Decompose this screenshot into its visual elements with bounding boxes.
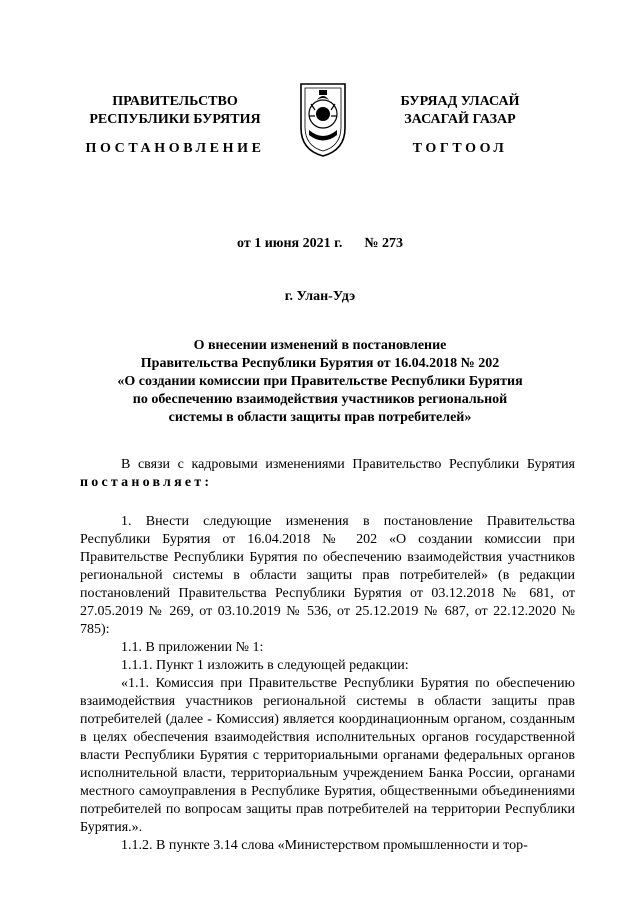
decree-date: от 1 июня 2021 г.	[237, 236, 343, 251]
decree-city: г. Улан-Удэ	[284, 289, 356, 304]
government-name-russian	[70, 93, 280, 129]
coat-of-arms-icon	[297, 80, 349, 158]
title-line: Правительства Республики Бурятия от 16.04.2018 № 202	[140, 356, 500, 371]
title-line: системы в области защиты прав потребителей»	[168, 410, 472, 425]
header-right-line2: ЗАСАГАЙ ГАЗАР	[404, 112, 516, 127]
decree-number: № 273	[364, 236, 403, 251]
intro-emphasis: постановляет:	[80, 475, 213, 490]
paragraph-1-1-1: 1.1.1. Пункт 1 изложить в следующей редакции:	[121, 658, 409, 673]
doc-type-buryat: ТОГТООЛ	[412, 141, 508, 156]
paragraph-1-1: 1.1. В приложении № 1:	[121, 640, 264, 655]
title-line: О внесении изменений в постановление	[193, 338, 447, 353]
paragraph-quote: «1.1. Комиссия при Правительстве Республики Бурятия по обеспечению взаимодействия участников региональной системы в области защиты прав потребителей (далее - Комиссия) является координационным органом, созданным в целях обеспечения взаимодействия исполнительных органов государственной власти Республики Бурятия с территориальными органами федеральных органов исполнительной власти, территориальным учреждением Банка России, органами местного самоуправления в Республике Бурятия, общественными объединениями потребителей по вопросам защиты прав потребителей на территории Республики Бурятия.».	[80, 676, 575, 835]
decree-title	[80, 337, 560, 427]
decree-date-line	[0, 236, 640, 252]
decree-body	[80, 456, 575, 855]
header-left-line2: РЕСПУБЛИКИ БУРЯТИЯ	[89, 112, 261, 127]
title-line: по обеспечению взаимодействия участников региональной	[132, 392, 508, 407]
title-line: «О создании комиссии при Правительстве Республики Бурятия	[117, 374, 523, 389]
header-right-line1: БУРЯАД УЛАСАЙ	[400, 94, 520, 109]
paragraph-1: 1. Внести следующие изменения в постановление Правительства Республики Бурятия от 16.04.2018 № 202 «О создании комиссии при Правительстве Республики Бурятия по обеспечению взаимодействия участников региональной системы в области защиты прав потребителей» (в редакции постановлений Правительства Республики Бурятия от 03.12.2018 № 681, от 27.05.2019 № 269, от 03.10.2019 № 536, от 25.12.2019 № 687, от 22.12.2020 № 785):	[80, 514, 575, 637]
paragraph-1-1-2: 1.1.2. В пункте 3.14 слова «Министерством промышленности и тор-	[121, 838, 528, 853]
intro-paragraph	[80, 456, 575, 492]
intro-text: В связи с кадровыми изменениями Правительство Республики Бурятия	[121, 457, 575, 472]
doc-type-russian: ПОСТАНОВЛЕНИЕ	[85, 141, 265, 156]
government-name-buryat	[355, 93, 565, 129]
header-left-line1: ПРАВИТЕЛЬСТВО	[112, 94, 238, 109]
